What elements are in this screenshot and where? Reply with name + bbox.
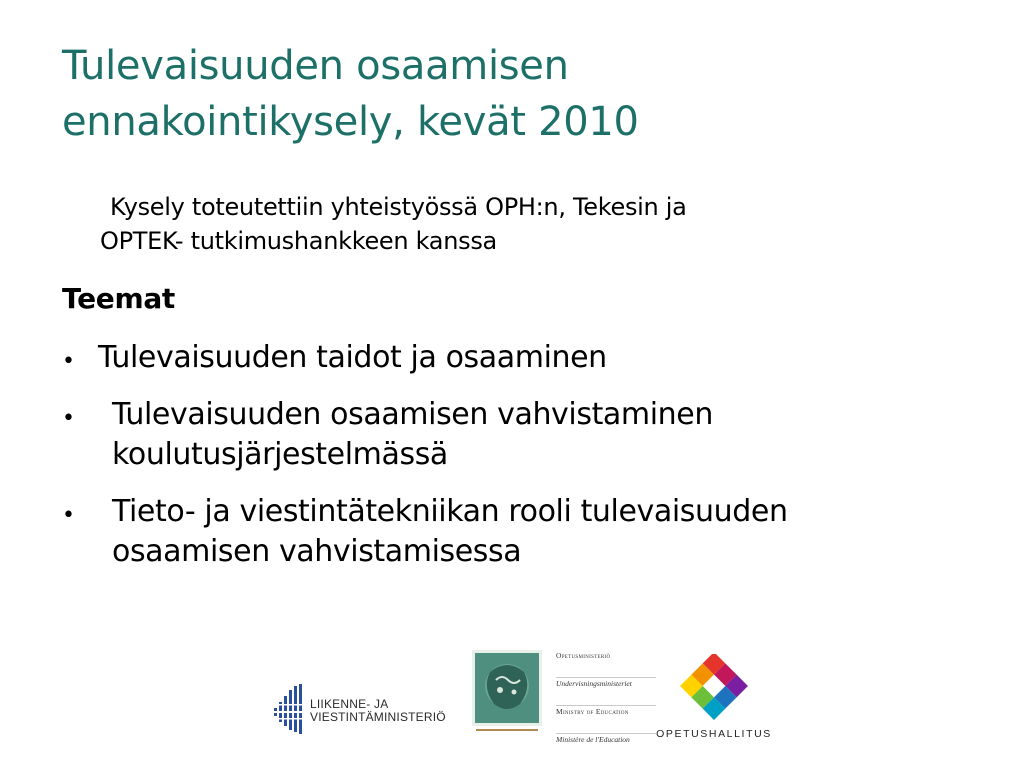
oph-name: OPETUSHALLITUS: [656, 728, 772, 740]
okm-name-fi: Opetusministeriö: [556, 650, 656, 678]
list-item: [62, 338, 1002, 378]
list-item-text: Tulevaisuuden osaamisen vahvistaminen: [112, 397, 713, 432]
oph-diamond-icon: [652, 654, 776, 724]
list-item-text: Tulevaisuuden taidot ja osaaminen: [98, 340, 607, 375]
lvm-logo: [272, 680, 462, 742]
themes-heading: Teemat: [62, 282, 176, 315]
bullet-icon: •: [62, 503, 75, 528]
intro-line-1: Kysely toteutettiin yhteistyössä OPH:n, Tekesin ja: [110, 193, 687, 221]
okm-name-en: Ministry of Education: [556, 706, 656, 734]
okm-name-fr: Ministère de l'Education: [556, 735, 630, 744]
slide-title: [62, 38, 962, 150]
okm-name-sv: Undervisningsministeriet: [556, 678, 656, 706]
lvm-line-2: VIESTINTÄMINISTERIÖ: [310, 710, 446, 724]
intro-text: [100, 190, 920, 258]
okm-logo: [466, 650, 656, 742]
title-line-2: ennakointikysely, kevät 2010: [62, 99, 639, 145]
list-item: [62, 492, 1002, 572]
okm-names: [556, 650, 656, 761]
intro-line-2: OPTEK- tutkimushankkeen kanssa: [100, 227, 497, 255]
list-item-text: Tieto- ja viestintätekniikan rooli tulevaisuuden: [112, 494, 788, 529]
list-item: [62, 395, 1002, 475]
title-line-1: Tulevaisuuden osaamisen: [62, 43, 569, 89]
okm-seal-icon: [472, 650, 542, 732]
theme-list: [62, 338, 1002, 589]
list-item-text-cont: osaamisen vahvistamisessa: [112, 534, 522, 569]
lvm-line-1: LIIKENNE- JA: [310, 697, 389, 711]
oph-logo: [652, 654, 776, 744]
lvm-name: [310, 698, 446, 724]
lvm-logo-icon: [272, 680, 308, 742]
bullet-icon: •: [62, 349, 75, 374]
list-item-text-cont: koulutusjärjestelmässä: [112, 437, 448, 472]
bullet-icon: •: [62, 406, 75, 431]
